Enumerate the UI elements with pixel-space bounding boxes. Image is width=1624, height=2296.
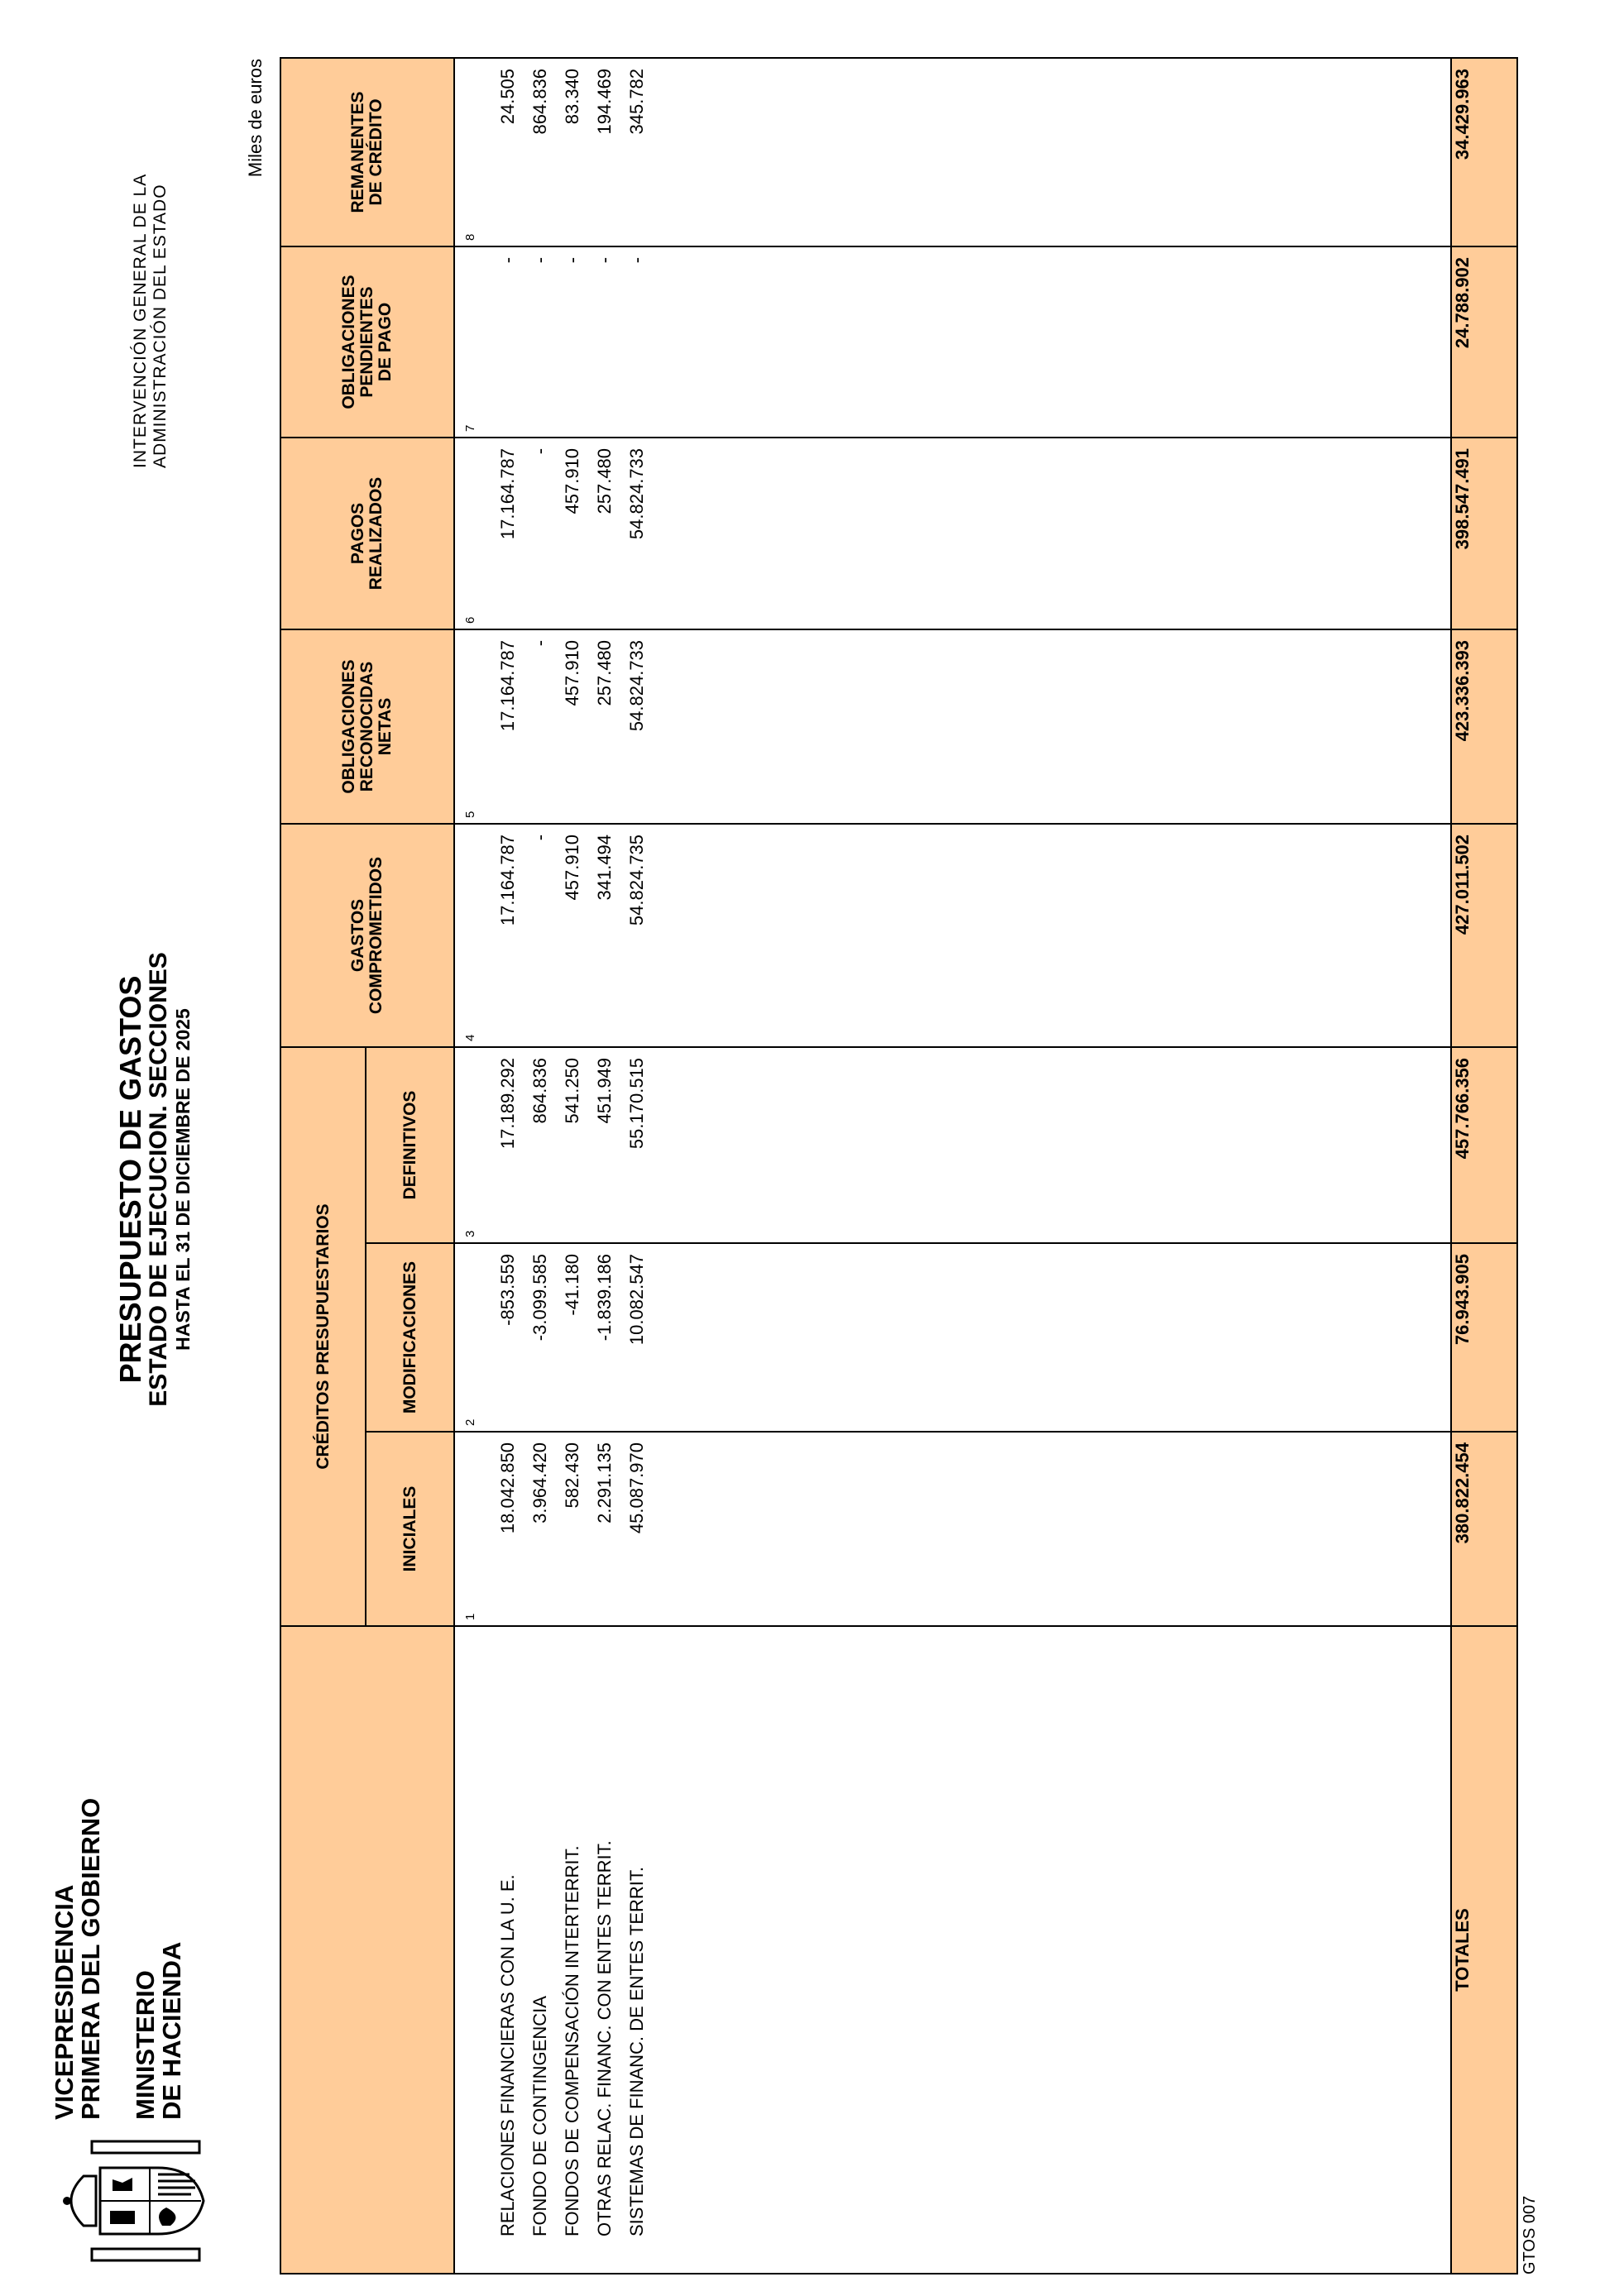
header-modificaciones: MODIFICACIONES [366,1243,454,1432]
cell-value: 17.164.787 [497,639,518,732]
header-line: GASTOS [348,898,367,973]
header-obligaciones-pendientes [280,246,454,438]
ministry-line: MINISTERIO [131,1970,160,2120]
header-pagos-realizados [280,438,454,629]
row-description: SISTEMAS DE FINANC. DE ENTES TERRIT. [626,1867,647,2236]
cell-value: 345.782 [626,68,647,135]
header-line: DE CRÉDITO [366,98,386,206]
total-value: 24.788.902 [1451,246,1517,438]
header-line: OBLIGACIONES [339,275,358,409]
column-cell-7 [454,246,1451,438]
cell-value: 864.836 [529,1057,550,1124]
cell-value: 83.340 [562,68,582,125]
cell-value: 2.291.135 [594,1442,615,1523]
date-line: HASTA EL 31 DE DICIEMBRE DE 2025 [172,1008,194,1351]
column-values [491,69,653,135]
header-line: REALIZADOS [366,476,386,591]
igae-line: INTERVENCIÓN GENERAL DE LA [131,173,150,468]
column-cell-8 [454,58,1451,246]
header-line: PENDIENTES [357,286,376,398]
cell-value: 45.087.970 [626,1442,647,1534]
cell-value: 55.170.515 [626,1057,647,1150]
totals-row [1451,58,1517,2274]
cell-value: - [529,834,550,841]
column-number: 1 [463,1613,477,1620]
column-number: 6 [463,616,477,624]
cell-value: 54.824.733 [626,639,647,732]
cell-value: 54.824.735 [626,834,647,926]
total-value: 34.429.963 [1451,58,1517,246]
organization-name [51,1798,104,2120]
cell-value: - [626,256,647,264]
org-line: PRIMERA DEL GOBIERNO [76,1797,105,2120]
column-cell-3 [454,1047,1451,1243]
column-cell-5 [454,629,1451,824]
budget-table [280,57,1518,2274]
cell-value: - [529,447,550,455]
column-values [491,448,653,539]
header-line: COMPROMETIDOS [366,856,386,1015]
cell-value: 257.480 [594,447,615,514]
column-number: 5 [463,811,477,818]
column-cell-1 [454,1432,1451,1626]
coat-of-arms-icon [59,2135,216,2267]
header-line: REMANENTES [348,91,367,213]
column-cell-4 [454,824,1451,1047]
column-cell-2 [454,1243,1451,1432]
header-obligaciones-reconocidas [280,629,454,824]
ministry-name [132,1942,185,2120]
header-line: OBLIGACIONES [339,659,358,794]
cell-value: 18.042.850 [497,1442,518,1534]
cell-value: 10.082.547 [626,1254,647,1346]
header-line: PAGOS [348,502,367,565]
document-title [113,807,194,1552]
cell-value: 541.250 [562,1057,582,1124]
cell-value: -3.099.585 [529,1254,550,1342]
header-iniciales: INICIALES [366,1432,454,1626]
row-description: FONDO DE CONTINGENCIA [529,1996,550,2236]
cell-value: 582.430 [562,1442,582,1509]
cell-value: -1.839.186 [594,1254,615,1342]
column-number: 4 [463,1034,477,1041]
org-line: VICEPRESIDENCIA [50,1884,79,2120]
cell-value: 24.505 [497,68,518,125]
cell-value: - [594,256,615,264]
header-description [280,1626,454,2274]
total-value: 398.547.491 [1451,438,1517,629]
row-description: RELACIONES FINANCIERAS CON LA U. E. [497,1874,518,2236]
column-values [491,1058,653,1149]
cell-value: 17.164.787 [497,834,518,926]
header-creditos: CRÉDITOS PRESUPUESTARIOS [280,1047,366,1626]
column-values [491,640,653,731]
title: PRESUPUESTO DE GASTOS [113,975,147,1384]
row-description: FONDOS DE COMPENSACIÓN INTERTERRIT. [562,1845,582,2236]
data-body [454,58,1451,2274]
header-remanentes [280,58,454,246]
cell-value: - [497,256,518,264]
igae-name [131,174,170,468]
column-number: 3 [463,1230,477,1237]
description-list [491,1840,653,2236]
cell-value: 17.189.292 [497,1057,518,1150]
column-cell-6 [454,438,1451,629]
description-cell [454,1626,1451,2274]
cell-value: 457.910 [562,447,582,514]
cell-value: 864.836 [529,68,550,135]
row-description: OTRAS RELAC. FINANC. CON ENTES TERRIT. [594,1840,615,2236]
header-line: DE PAGO [376,302,395,382]
cell-value: 451.949 [594,1057,615,1124]
header-definitivos: DEFINITIVOS [366,1047,454,1243]
column-values [491,257,653,263]
header-line: RECONOCIDAS [357,661,376,792]
total-value: 380.822.454 [1451,1432,1517,1626]
cell-value: - [562,256,582,264]
header-line: NETAS [376,697,395,756]
cell-value: - [529,256,550,264]
units-label: Miles de euros [245,59,266,178]
cell-value: - [529,639,550,647]
total-value: 427.011.502 [1451,824,1517,1047]
subtitle: ESTADO DE EJECUCION. SECCIONES [145,952,172,1407]
column-values [491,1442,653,1533]
cell-value: 17.164.787 [497,447,518,540]
cell-value: -853.559 [497,1254,518,1326]
form-code: GTOS 007 [1521,2195,1539,2274]
total-value: 423.336.393 [1451,629,1517,824]
column-number: 8 [463,233,477,241]
total-value: 457.766.356 [1451,1047,1517,1243]
column-number: 2 [463,1418,477,1426]
cell-value: 257.480 [594,639,615,706]
cell-value: 194.469 [594,68,615,135]
column-number: 7 [463,424,477,432]
cell-value: -41.180 [562,1254,582,1316]
igae-line: ADMINISTRACIÓN DEL ESTADO [151,184,170,468]
cell-value: 341.494 [594,834,615,901]
cell-value: 54.824.733 [626,447,647,540]
totals-label: TOTALES [1451,1626,1517,2274]
column-values [491,835,653,926]
ministry-line: DE HACIENDA [157,1941,186,2120]
cell-value: 3.964.420 [529,1442,550,1523]
cell-value: 457.910 [562,639,582,706]
total-value: 76.943.905 [1451,1243,1517,1432]
header-gastos-comprometidos [280,824,454,1047]
column-values [491,1254,653,1345]
cell-value: 457.910 [562,834,582,901]
